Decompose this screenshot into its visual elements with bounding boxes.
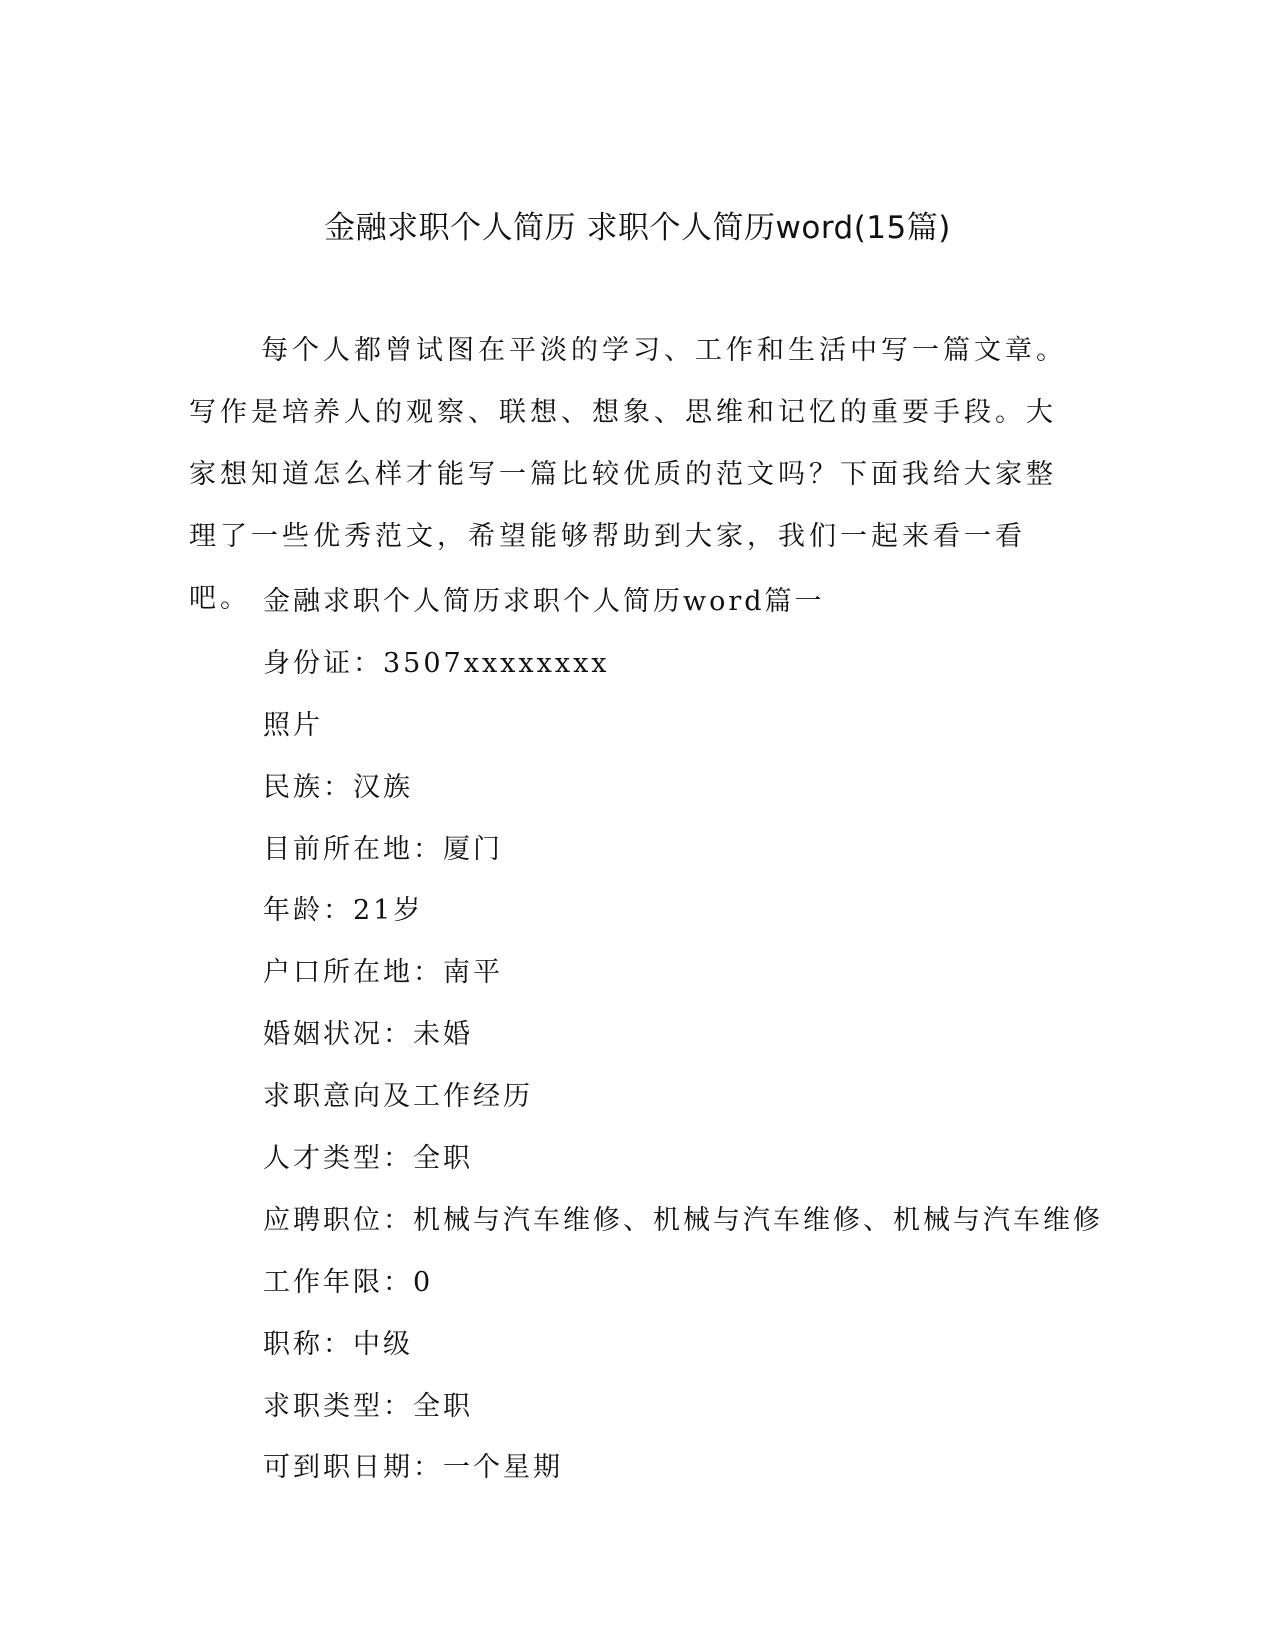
id-number-line: 身份证：3507xxxxxxxx (263, 647, 610, 679)
work-years-line: 工作年限：0 (263, 1266, 434, 1298)
professional-title-line: 职称：中级 (263, 1328, 413, 1360)
age-line: 年龄：21岁 (263, 895, 424, 927)
document-title: 金融求职个人简历 求职个人简历word(15篇) (324, 210, 951, 246)
resume-lines (263, 571, 1163, 1499)
available-date-line: 可到职日期：一个星期 (263, 1452, 563, 1484)
talent-type-line: 人才类型：全职 (263, 1143, 473, 1175)
intro-paragraph: 每个人都曾试图在平淡的学习、工作和生活中写一篇文章。写作是培养人的观察、联想、想象、思维和记忆的重要手段。大家想知道怎么样才能写一篇比较优质的范文吗？下面我给大家整理了一些优秀范文，希望能够帮助到大家，我们一起来看一看吧。 (189, 335, 1067, 614)
household-registration-line: 户口所在地：南平 (263, 957, 503, 989)
current-location-line: 目前所在地：厦门 (263, 833, 503, 865)
ethnicity-line: 民族：汉族 (263, 771, 413, 803)
job-type-line: 求职类型：全职 (263, 1390, 473, 1422)
marital-status-line: 婚姻状况：未婚 (263, 1019, 473, 1051)
photo-line: 照片 (263, 709, 323, 741)
job-intention-heading: 求职意向及工作经历 (263, 1081, 533, 1113)
position-line: 应聘职位：机械与汽车维修、机械与汽车维修、机械与汽车维修 (263, 1204, 1103, 1236)
section-heading: 金融求职个人简历求职个人简历word篇一 (263, 586, 825, 617)
